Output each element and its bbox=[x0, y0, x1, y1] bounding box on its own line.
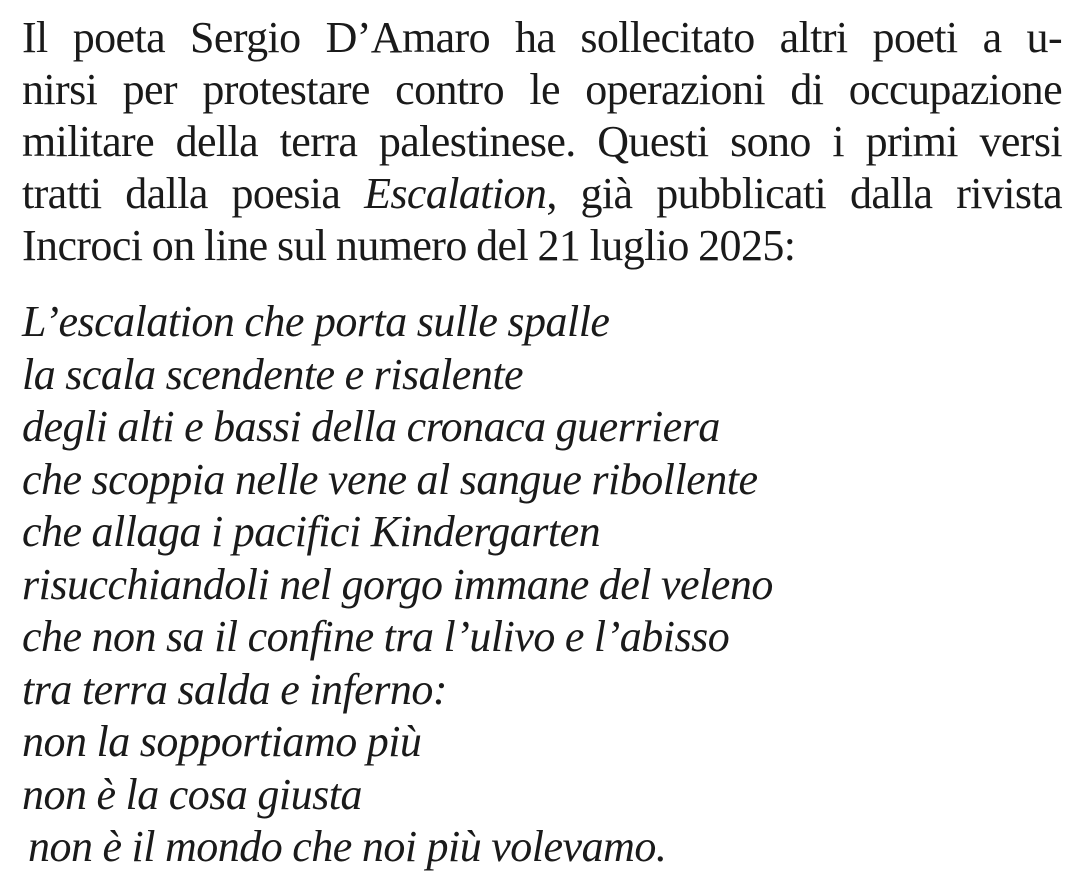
poem-verse-10: non è la cosa giusta bbox=[22, 769, 362, 819]
intro-line-4-after: , già pubblicati dalla rivista bbox=[546, 169, 1062, 218]
poem-verse-9: non la sopportiamo più bbox=[22, 717, 422, 766]
intro-line-1: Il poeta Sergio D’Amaro ha sollecitato altri poeti a u- bbox=[22, 13, 1062, 62]
poem-verse-6: risucchiandoli nel gorgo immane del veleno bbox=[22, 559, 773, 609]
poem-verse-11: non è il mondo che noi più volevamo. bbox=[28, 822, 667, 871]
intro-paragraph bbox=[22, 12, 1062, 272]
poem-verse-2: la scala scendente e risalente bbox=[22, 349, 524, 399]
poem-verse-1: L’escalation che porta sulle spalle bbox=[22, 297, 610, 346]
poem-title: Escalation bbox=[364, 169, 547, 218]
poem-verse-3: degli alti e bassi della cronaca guerriera bbox=[22, 402, 720, 451]
poem-verse-7: che non sa il confine tra l’ulivo e l’abisso bbox=[22, 612, 730, 661]
poem-verse-8: tra terra salda e inferno: bbox=[22, 664, 447, 714]
article-page bbox=[22, 12, 1062, 874]
poem bbox=[22, 296, 1062, 874]
intro-line-4-before: tratti dalla poesia bbox=[22, 169, 365, 218]
poem-verse-5: che allaga i pacifici Kindergarten bbox=[22, 507, 601, 556]
intro-line-3: militare della terra palestinese. Questi sono i primi versi bbox=[22, 117, 1062, 166]
poem-verse-4: che scoppia nelle vene al sangue ribollente bbox=[22, 454, 758, 504]
intro-line-4 bbox=[22, 168, 1062, 220]
intro-line-5: Incroci on line sul numero del 21 luglio 2025: bbox=[22, 221, 796, 270]
intro-line-2: nirsi per protestare contro le operazioni di occupazione bbox=[22, 65, 1062, 114]
